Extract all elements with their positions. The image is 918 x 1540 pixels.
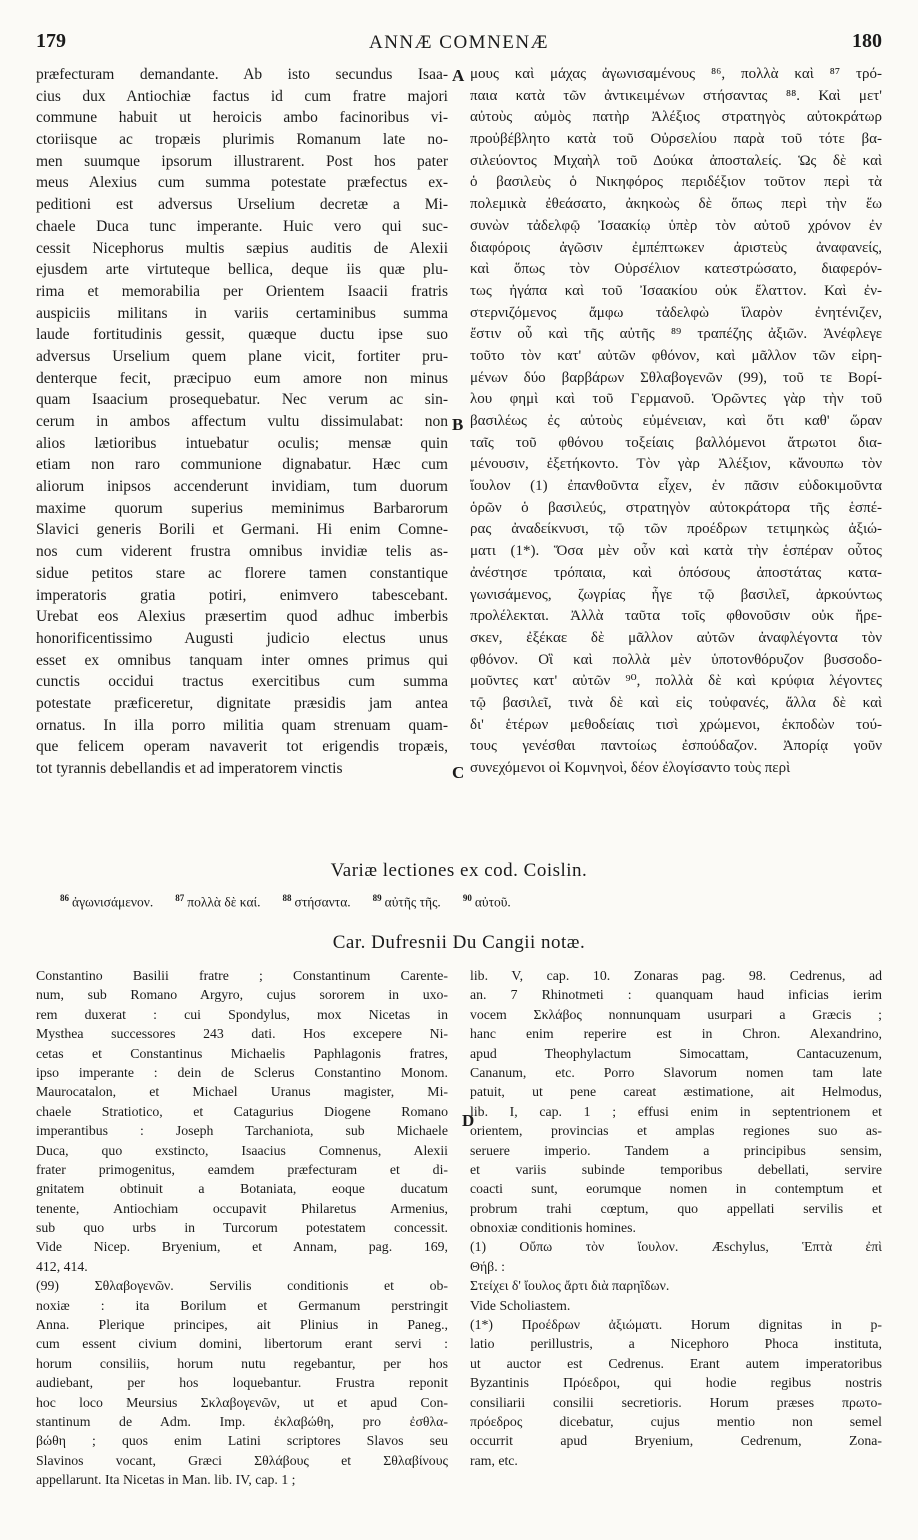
variant-reading	[175, 893, 260, 911]
text-line: latio perillustris, a Nicephoro Phoca instituta,	[470, 1336, 882, 1352]
text-line: ἔστιν οὗ καὶ τῆς αὐτῆς ⁸⁹ τραπέζης ἀξιῶν. Ἀνέφλεγε	[470, 326, 882, 343]
text-line: ἀνέστησε τρόπαια, καὶ ὁπόσους ἀποστάτας κατα-	[470, 564, 882, 581]
text-line: horum consiliis, horum nutu regebantur, per hos	[36, 1355, 448, 1371]
text-line: seruere imperio. Tandem a principibus sensim,	[470, 1142, 882, 1158]
text-line: patuit, ut pene careat æstimatione, ait Helmodus,	[470, 1084, 882, 1100]
text-line: διαφόροις ἀγῶσιν ἐμπέπτωκεν ἀριστεὺς ἀναφανείς,	[470, 239, 882, 256]
text-line: (1*) Προέδρων ἀξιώματι. Horum dignitas in p-	[470, 1317, 882, 1333]
text-line: meus Alexius cum summa potestate præfectus ex-	[36, 174, 448, 192]
text-line: aliorum inipsos accenderunt invidiam, tum duorum	[36, 478, 448, 496]
text-line: Slavinos vocant, Græci Σθλάβους et Σθλαβίνους	[36, 1452, 448, 1468]
text-line: προλέλεκται. Ἀλλὰ ταῦτα τοῖς φθονοῦσιν οὐκ ἤρε-	[470, 608, 882, 625]
text-line: quam Isaacium prosequebatur. Nec verum ac sin-	[36, 391, 448, 409]
variant-number: 89	[372, 893, 382, 903]
text-line: Vide Nicep. Bryenium, et Annam, pag. 169,	[36, 1239, 448, 1255]
text-line: μένουσιν, ἐξετήκοντο. Τὸν γὰρ Ἀλέξιον, κἄνουπω τὸν	[470, 456, 882, 473]
text-line: apud Theophylactum Simocattam, Cantacuzenum,	[470, 1045, 882, 1061]
variae-lectiones-list	[60, 893, 860, 911]
text-line: βασιλέως ἐς αὐτοὺς εὐμένειαν, καὶ ὅτι καθ' ὥραν	[470, 413, 882, 429]
text-line: frater primogenitus, eamdem præfecturam et di-	[36, 1161, 448, 1177]
variant-reading	[463, 893, 511, 911]
text-line: φθόνον. Οἳ καὶ πολλὰ μὲν ὑποτονθόρυζον βυσσοδο-	[470, 651, 882, 668]
text-line: hoc loco Meursius Σκλαβογενῶν, ut et apud Con-	[36, 1394, 448, 1410]
text-line: honorificentissimo Augusti judicio electus unus	[36, 629, 448, 647]
text-line: peditioni est adversus Urselium decretæ a Mi-	[36, 196, 448, 214]
text-line: etiam non raro communione dignabatur. Hæc cum	[36, 456, 448, 474]
text-line: μοῦντες κατ' αὐτῶν ⁹⁰, πολλὰ δὲ καὶ κρύφια λέγοντες	[470, 673, 882, 690]
text-line: δι' ἑτέρων μεθοδείαις τισὶ χρώμενοι, ἐκποδὼν τού-	[470, 716, 882, 733]
text-line: ὁ βασιλεὺς ὁ Νικηφόρος περιδέξιον τοῦτον περὶ τὰ	[470, 174, 882, 191]
text-line: audiebant, per hos loquebantur. Frustra reponit	[36, 1375, 448, 1391]
margin-letter-b: B	[452, 415, 464, 434]
notes-right-column	[470, 966, 882, 1470]
text-line: noxiæ : ita Borilum et Germanum perstringit	[36, 1297, 448, 1313]
text-line: probrum trahi cœptum, quo appellati servilis et	[470, 1200, 882, 1216]
text-line: γωνισάμενος, ζωγρίας ἦγε τῷ βασιλεῖ, ἀρκούντως	[470, 586, 882, 603]
running-title: ANNÆ COMNENÆ	[368, 32, 550, 53]
text-line: παια κατὰ τῶν ἀντικειμένων στήσαντας ⁸⁸. Καὶ μετ'	[470, 87, 882, 104]
text-line: ὁρῶν ὁ βασιλεύς, στρατηγὸν αὐτοκράτορα τῆς ἑσπέ-	[470, 499, 882, 516]
text-line: ram, etc.	[470, 1452, 518, 1468]
text-line: προὐβέβλητο κατὰ τοῦ Οὐρσελίου παρὰ τοῦ τότε βα-	[470, 131, 882, 148]
text-line: vocem Σκλάβος nonnunquam usurpari a Græcis ;	[470, 1006, 882, 1022]
text-line: τους γενέσθαι παντοίως ἐσπούδαζον. Ἀπορίᾳ γοῦν	[470, 738, 882, 755]
text-line: μους καὶ μάχας ἀγωνισαμένους ⁸⁶, πολλὰ καὶ ⁸⁷ τρό-	[470, 66, 882, 82]
variant-text: πολλὰ δὲ καί.	[187, 894, 261, 910]
text-line: obnoxiæ conditionis homines.	[470, 1220, 636, 1236]
text-line: ipso imperante : dein de Sclerus Constantino Monom.	[36, 1064, 448, 1080]
text-line: ejusdem arte virtuteque bellica, deque iis quæ plu-	[36, 261, 448, 279]
text-line: sidue petitos stare ac florere tamen constantique	[36, 564, 448, 582]
notes-left-column	[36, 966, 448, 1490]
variant-number: 90	[462, 893, 472, 903]
text-line: Cananum, etc. Porro Slavorum nomen tam late	[470, 1064, 882, 1080]
text-line: et variis subinde temporibus debellati, servire	[470, 1161, 882, 1177]
text-line: num, sub Romano Argyro, cujus sororem in uxo-	[36, 987, 448, 1003]
text-line: στερνιζόμενος ἄμφω τἀδελφὼ ἵλαρὸν ἐνητένιζεν,	[470, 304, 882, 321]
text-line: Maurocatalon, et Michael Uranus magister, Mi-	[36, 1084, 448, 1100]
text-line: σιλεύοντος Μιχαὴλ τοῦ Δούκα ἀποσταλείς. Ὡς δὲ καὶ	[470, 152, 882, 169]
text-line: cunctis occidui tractus exercitibus cum summa	[36, 673, 448, 691]
text-line: laude fortitudinis gessit, quæque ductu ipse suo	[36, 326, 448, 344]
variae-lectiones-title: Variæ lectiones ex cod. Coislin.	[330, 860, 588, 881]
latin-text-column	[36, 64, 448, 780]
text-line: Urebat eos Alexius præsertim quod adhuc imberbis	[36, 608, 448, 626]
text-line: lib. I, cap. 1 ; effusi enim in septentrionem et	[470, 1103, 882, 1119]
text-line: gnitatem obtinuit a Botaniata, eoque ducatum	[36, 1181, 448, 1197]
variant-text: αὐτοῦ.	[474, 894, 511, 910]
text-line: Byzantinis Πρόεδροι, qui hodie regibus nostris	[470, 1375, 882, 1391]
text-line: esset ex omnibus tanquam inter omnes primus qui	[36, 651, 448, 669]
text-line: an. 7 Rhinotmeti : quanquam haud inficias ierim	[470, 987, 882, 1003]
text-line: 412, 414.	[36, 1258, 88, 1274]
text-line: ματι (1*). Ὅσα μὲν οὖν καὶ κατὰ τὴν ἑσπέραν οὗτος	[470, 543, 882, 560]
text-line: αὐτοὺς αὐμὸς πατὴρ Ἀλέξιος στρατηγὸς αὐτοκράτωρ	[470, 109, 882, 126]
text-line: ταῖς τοῦ φθόνου τοξείαις βαλλόμενοι ἄτρωτοι δια-	[470, 434, 882, 451]
text-line: Στείχει δ' ἴουλος ἄρτι διὰ παρηΐδων.	[470, 1278, 670, 1294]
text-line: consiliarii consilii secretioris. Horum præses πρωτο-	[470, 1394, 882, 1410]
text-line: potestate præficeretur, dignitate præsidis jam antea	[36, 694, 448, 712]
notes-title: Car. Dufresnii Du Cangii notæ.	[332, 932, 586, 953]
text-line: τως ἠγάπα καὶ τοῦ Ἰσαακίου οὐκ ἔλαττον. Καὶ ἐν-	[470, 282, 882, 299]
text-line: rem duxerat : cui Spondylus, mox Nicetas in	[36, 1006, 448, 1022]
text-line: men suumque ipsorum illustrarent. Post hos pater	[36, 152, 448, 170]
text-line: σκεν, ἐξέκαε δὲ μᾶλλον αὐτῶν ἀναφλέγοντα τὸν	[470, 629, 882, 646]
text-line: συνεχόμενοι οἱ Κομνηνοὶ, δέον ἐλογίσαντο τοὺς περὶ	[470, 760, 791, 776]
text-line: ctoriisque ac tropæis plurimis Romanum late no-	[36, 131, 448, 149]
variant-text: στήσαντα.	[294, 894, 351, 910]
variant-reading	[60, 893, 153, 911]
variant-reading	[283, 893, 351, 911]
text-line: auspiciis militans in variis certaminibus summa	[36, 304, 448, 322]
variant-number: 88	[282, 893, 292, 903]
greek-text-column	[470, 64, 882, 780]
text-line: rima et memorabilia per Orientem Isaacii fratris	[36, 282, 448, 300]
margin-letter-d: D	[462, 1111, 475, 1130]
text-line: ornatus. In illa porro militia quam strenuam quam-	[36, 716, 448, 734]
text-line: ρας ἀναδείκνυσι, τῷ τῶν προέδρων τετιμηκὼς ἀξιώ-	[470, 521, 882, 538]
text-line: βώθη ; quos enim Latini scriptores Slavos seu	[36, 1433, 448, 1449]
text-line: cerum in ambos affectum vultu dissimulabat: non	[36, 413, 448, 430]
text-line: chaele Stratiotico, et Catagurius Diogene Romano	[36, 1103, 448, 1119]
text-line: πολεμικὰ ἐθεάσατο, ἀκηκοὼς δὲ ὅπως περὶ τὴν ἕω	[470, 196, 882, 213]
text-line: tot tyrannis debellandis et ad imperatorem vinctis	[36, 760, 343, 777]
text-line: præfecturam demandante. Ab isto secundus Isaa-	[36, 66, 448, 83]
variant-number: 87	[175, 893, 185, 903]
page-number-right: 180	[852, 30, 882, 52]
text-line: Θήβ. :	[470, 1258, 505, 1274]
text-line: λου φημὶ καὶ τοῦ Γερμανοῦ. Ὁρῶντες γὰρ τὴν τοῦ	[470, 391, 882, 408]
text-line: occurrit apud Bryenium, Cedrenum, Zona-	[470, 1433, 882, 1449]
text-line: τῷ βασιλεῖ, τινὰ δὲ καὶ εἰς τοὐφανές, ἄλλα δὲ καὶ	[470, 694, 882, 711]
text-line: tenente, Antiochiam occupavit Philaretus Armenius,	[36, 1200, 448, 1216]
text-line: commune habuit ut heroicis ambo facinoribus vi-	[36, 109, 448, 127]
text-line: maxime quorum superius meminimus Barbarorum	[36, 499, 448, 517]
text-line: τοῦτο τὸν κατ' αὐτῶν φθόνον, καὶ μᾶλλον τῶν εἰρη-	[470, 347, 882, 364]
text-line: imperatoris gratia potiri, enimvero tabescebant.	[36, 586, 448, 604]
text-line: alios lætioribus intuebatur oculis; mensæ quin	[36, 434, 448, 452]
text-line: cum essent civium domini, libertorum erant servi :	[36, 1336, 448, 1352]
text-line: (1) Οὔπω τὸν ἴουλον. Æschylus, Ἑπτὰ ἐπὶ	[470, 1239, 882, 1255]
text-line: συνὼν τἀδελφῷ Ἰσαακίῳ ὑπὲρ τὸν αὐτοῦ χρόνον ἐν	[470, 217, 882, 234]
text-line: Duca, quo exstincto, Isaacius Comnenus, Alexii	[36, 1142, 448, 1158]
text-line: appellarunt. Ita Nicetas in Man. lib. IV, cap. 1 ;	[36, 1472, 296, 1488]
text-line: que felicem operam navaverit tot erigendis tropæis,	[36, 738, 448, 756]
variant-text: αὐτῆς τῆς.	[384, 894, 441, 910]
text-line: ut auctor est Cedrenus. Erant autem imperatoribus	[470, 1355, 882, 1371]
text-line: (99) Σθλαβογενῶν. Servilis conditionis et ob-	[36, 1278, 448, 1294]
text-line: Vide Scholiastem.	[470, 1297, 571, 1313]
text-line: πρόεδρος dicebatur, cujus mentio non semel	[470, 1413, 882, 1429]
text-line: Mysthea successores 243 dati. Hos excepere Ni-	[36, 1026, 448, 1042]
text-line: orientem, provincias et amplas regiones suo as-	[470, 1123, 882, 1139]
variant-reading	[373, 893, 441, 911]
text-line: adversus Urselium quem plane vicit, fortiter pru-	[36, 347, 448, 365]
text-line: καὶ ὅπως τὸν Οὐρσέλιον κατεστρώσατο, διαφερόν-	[470, 261, 882, 278]
text-line: cetas et Constantinus Michaelis Paphlagonis fratres,	[36, 1045, 448, 1061]
variant-number: 86	[60, 893, 69, 903]
page-number-left: 179	[36, 30, 66, 52]
text-line: Anna. Plerique principes, ait Plinius in Paneg.,	[36, 1317, 448, 1333]
variant-text: ἀγωνισάμενον.	[72, 894, 154, 910]
text-line: stantinum de Adm. Imp. ἐκλαβώθη, pro ἐσθλα-	[36, 1413, 448, 1429]
text-line: coacti sunt, eorumque nomen in contemptum et	[470, 1181, 882, 1197]
text-line: cessit Nicephorus multis sæpius auditis de Alexii	[36, 239, 448, 257]
text-line: chaele Duca tunc imperante. Huic vero qui suc-	[36, 217, 448, 235]
text-line: μένων δύο βαρβάρων Σθλαβογενῶν (99), τοῦ τε Βορί-	[470, 369, 882, 386]
text-line: cius dux Antiochiæ factus id cum fratre majori	[36, 87, 448, 105]
text-line: Slavici generis Borili et Germani. Hi enim Comne-	[36, 521, 448, 539]
text-line: sub quo urbs in Turcorum potestatem concessit.	[36, 1220, 448, 1236]
page-header	[36, 30, 882, 56]
margin-letter-a: A	[452, 66, 465, 85]
text-line: hanc enim reperire est in Chron. Alexandrino,	[470, 1026, 882, 1042]
text-line: Constantino Basilii fratre ; Constantinum Carente-	[36, 968, 448, 983]
text-line: nos cum viderent frustra omnibus invidiæ telis as-	[36, 543, 448, 561]
text-line: lib. V, cap. 10. Zonaras pag. 98. Cedrenus, ad	[470, 968, 882, 983]
margin-letter-c: C	[452, 763, 465, 782]
text-line: denterque fecit, præcipuo eum amore non minus	[36, 369, 448, 387]
text-line: imperantibus : Joseph Tarchaniota, sub Michaele	[36, 1123, 448, 1139]
text-line: ἴουλον (1) ἐπανθοῦντα εἶχεν, ἐν πᾶσιν εὐδοκιμοῦντα	[470, 478, 882, 495]
